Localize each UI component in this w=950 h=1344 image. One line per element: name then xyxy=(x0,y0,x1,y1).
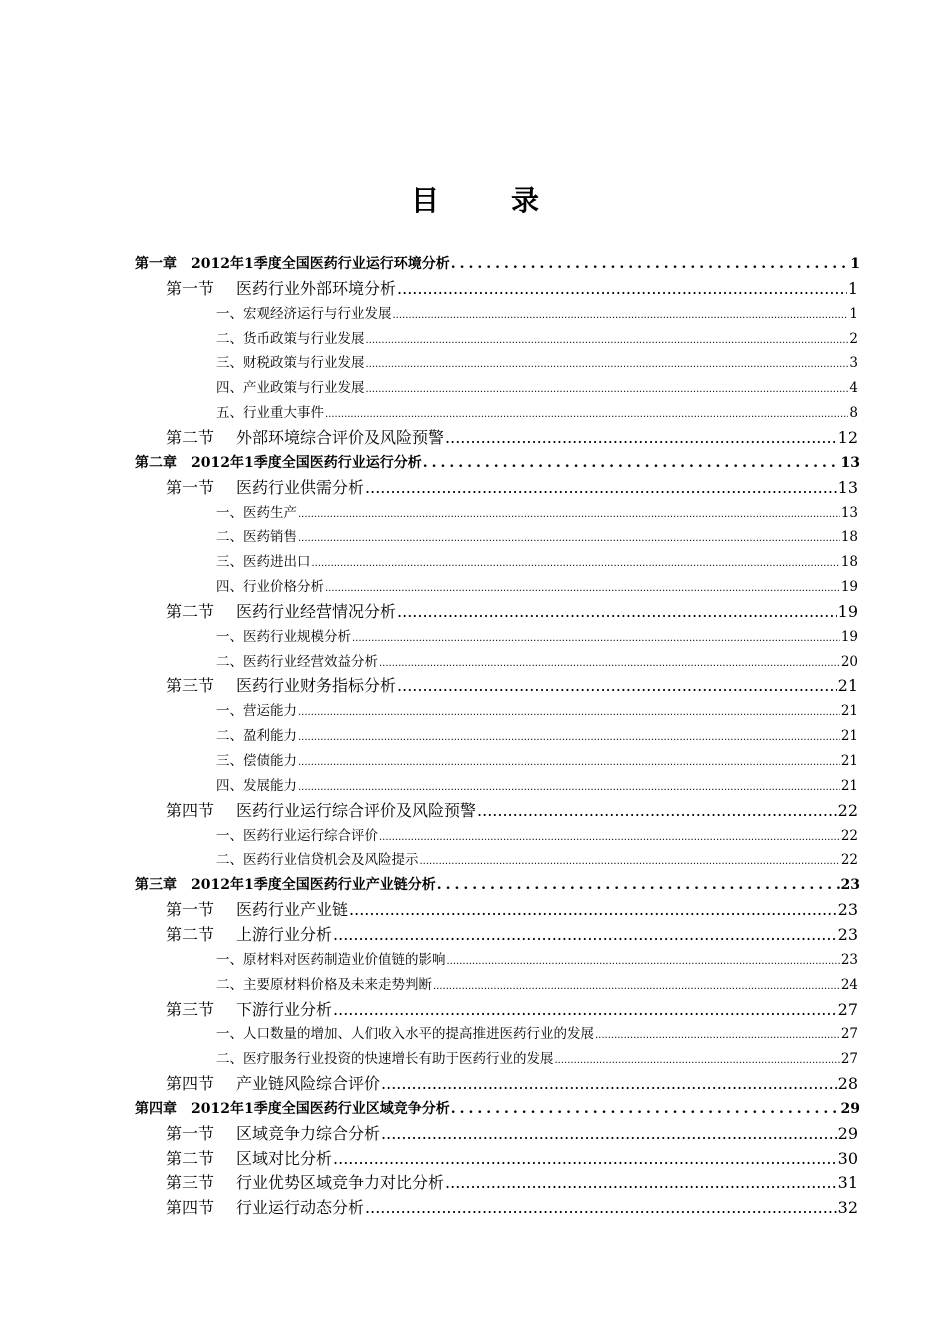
dot-leader xyxy=(298,527,840,551)
dot-leader xyxy=(595,1024,840,1048)
toc-entry[interactable] xyxy=(216,848,858,872)
toc-entry-text: 一、营运能力 xyxy=(216,703,297,720)
dot-leader xyxy=(312,552,840,576)
toc-entry-text: 医药行业产业链 xyxy=(236,900,349,920)
toc-entry[interactable] xyxy=(216,550,858,574)
dot-leader xyxy=(397,600,837,624)
toc-page-number: 27 xyxy=(837,999,858,1019)
toc-page-number: 21 xyxy=(840,777,858,794)
toc-entry-text: 医药行业外部环境分析 xyxy=(236,278,397,298)
toc-entry-label xyxy=(166,1196,364,1220)
toc-page-number: 13 xyxy=(837,477,858,497)
dot-leader xyxy=(397,277,847,301)
toc-entry-label xyxy=(216,650,378,674)
toc-entry[interactable] xyxy=(135,252,860,276)
dot-leader xyxy=(298,776,840,800)
toc-page-number: 27 xyxy=(840,1026,858,1043)
toc-entry[interactable] xyxy=(216,351,858,375)
toc-entry[interactable] xyxy=(166,898,858,922)
toc-entry[interactable] xyxy=(216,501,858,525)
toc-entry[interactable] xyxy=(166,1196,858,1220)
toc-entry[interactable] xyxy=(216,824,858,848)
toc-entry-label xyxy=(135,252,450,276)
dot-leader xyxy=(298,503,840,527)
toc-entry-text: 2012年1季度全国医药行业产业链分析 xyxy=(191,877,436,894)
toc-entry-text: 三、偿债能力 xyxy=(216,753,297,769)
toc-entry-label xyxy=(216,724,297,748)
toc-page-number: 18 xyxy=(840,554,858,571)
toc-entry[interactable] xyxy=(216,376,858,400)
toc-page-number: 3 xyxy=(849,355,858,372)
dot-leader xyxy=(381,1072,837,1096)
dot-leader xyxy=(365,1196,837,1220)
toc-entry-number: 第二节 xyxy=(166,427,215,447)
toc-entry[interactable] xyxy=(216,650,858,674)
page-title: 目 录 xyxy=(410,184,561,217)
toc-entry-label xyxy=(135,451,422,475)
toc-entry[interactable] xyxy=(166,476,858,500)
dot-leader xyxy=(477,799,837,823)
toc-entry-text: 下游行业分析 xyxy=(236,999,333,1019)
toc-entry[interactable] xyxy=(216,1022,858,1046)
toc-entry-text: 二、医药行业信贷机会及风险提示 xyxy=(216,852,419,869)
toc-entry-label xyxy=(216,302,392,326)
dot-leader xyxy=(379,652,840,676)
toc-entry-number: 第四节 xyxy=(166,800,215,820)
toc-entry[interactable] xyxy=(216,327,858,351)
toc-entry[interactable] xyxy=(166,674,858,698)
toc-entry-text: 四、发展能力 xyxy=(216,777,297,794)
toc-entry-text: 一、宏观经济运行与行业发展 xyxy=(216,305,392,322)
toc-page-number: 13 xyxy=(840,504,858,521)
toc-entry-label xyxy=(166,426,444,450)
toc-entry[interactable] xyxy=(166,277,858,301)
toc-entry-text: 外部环境综合评价及风险预警 xyxy=(236,427,445,447)
toc-entry-number: 第四节 xyxy=(166,1074,215,1094)
toc-page-number: 24 xyxy=(840,976,858,993)
toc-page-number: 23 xyxy=(840,951,858,968)
toc-entry-label xyxy=(216,625,351,649)
dot-leader xyxy=(325,403,848,427)
dot-leader xyxy=(381,1122,837,1146)
toc-entry[interactable] xyxy=(166,1147,858,1171)
toc-entry-number: 第三节 xyxy=(166,1173,215,1193)
toc-page-number: 19 xyxy=(840,628,858,645)
toc-entry-label xyxy=(216,401,324,425)
toc-entry[interactable] xyxy=(166,923,858,947)
toc-page-number: 28 xyxy=(837,1074,858,1094)
dot-leader xyxy=(445,426,837,450)
toc-entry-text: 四、产业政策与行业发展 xyxy=(216,380,365,397)
toc-entry[interactable] xyxy=(216,948,858,972)
toc-entry-label xyxy=(216,749,297,773)
toc-entry[interactable] xyxy=(166,1171,858,1195)
toc-entry-text: 三、医药进出口 xyxy=(216,554,311,571)
toc-entry-text: 二、货币政策与行业发展 xyxy=(216,330,365,347)
toc-entry-label xyxy=(216,774,297,798)
toc-entry-text: 医药行业财务指标分析 xyxy=(236,676,397,696)
toc-entry-label xyxy=(216,525,297,549)
toc-entry[interactable] xyxy=(216,625,858,649)
toc-entry-label xyxy=(166,1147,332,1171)
toc-page-number: 22 xyxy=(840,827,858,844)
toc-entry-number: 第三章 xyxy=(135,877,177,894)
toc-entry-label xyxy=(135,873,436,897)
toc-entry-number: 第二节 xyxy=(166,601,215,621)
toc-entry-number: 第三节 xyxy=(166,676,215,696)
toc-entry-text: 二、盈利能力 xyxy=(216,728,297,745)
toc-entry-text: 二、医疗服务行业投资的快速增长有助于医药行业的发展 xyxy=(216,1051,554,1068)
dot-leader xyxy=(349,898,837,922)
toc-entry-text: 三、财税政策与行业发展 xyxy=(216,355,365,372)
dot-leader xyxy=(445,1171,837,1195)
toc-page-number: 30 xyxy=(837,1148,858,1168)
toc-page-number: 13 xyxy=(840,454,860,471)
toc-page-number: 2 xyxy=(849,330,858,347)
dot-leader xyxy=(397,674,837,698)
toc-page-number: 1 xyxy=(849,305,858,322)
toc-entry-label xyxy=(216,824,378,848)
toc-entry-label xyxy=(216,1022,594,1046)
toc-entry-label xyxy=(166,1072,380,1096)
toc-entry[interactable] xyxy=(166,600,858,624)
toc-entry-label xyxy=(166,799,476,823)
toc-entry-label xyxy=(216,376,365,400)
toc-page-number: 21 xyxy=(840,703,858,720)
dot-leader xyxy=(451,252,850,276)
toc-entry[interactable] xyxy=(166,998,858,1022)
toc-page-number: 19 xyxy=(837,601,858,621)
toc-entry[interactable] xyxy=(216,1047,858,1071)
dot-leader xyxy=(555,1049,840,1073)
toc-entry-number: 第二节 xyxy=(166,924,215,944)
dot-leader xyxy=(333,998,837,1022)
toc-page-number: 1 xyxy=(850,256,860,272)
toc-page-number: 20 xyxy=(840,653,858,670)
dot-leader xyxy=(437,873,840,897)
toc-entry-text: 二、主要原材料价格及未来走势判断 xyxy=(216,976,432,993)
toc-entry-text: 一、医药生产 xyxy=(216,504,297,521)
toc-page-number: 23 xyxy=(840,877,860,894)
toc-entry[interactable] xyxy=(135,1097,860,1121)
toc-entry-text: 医药行业运行综合评价及风险预警 xyxy=(236,800,477,820)
toc-page-number: 23 xyxy=(837,900,858,920)
toc-page-number: 8 xyxy=(849,405,858,422)
toc-entry-label xyxy=(135,1097,450,1121)
toc-entry-label xyxy=(166,1171,444,1195)
toc-entry-text: 二、医药销售 xyxy=(216,529,297,546)
dot-leader xyxy=(379,826,840,850)
toc-page-number: 31 xyxy=(837,1173,858,1193)
toc-page-number: 23 xyxy=(837,924,858,944)
toc-page-number: 29 xyxy=(840,1100,860,1117)
dot-leader xyxy=(352,627,840,651)
toc-entry-label xyxy=(216,501,297,525)
toc-entry-text: 一、人口数量的增加、人们收入水平的提高推进医药行业的发展 xyxy=(216,1026,594,1043)
toc-entry[interactable] xyxy=(166,1072,858,1096)
toc-page-number: 21 xyxy=(837,676,858,696)
toc-entry[interactable] xyxy=(216,724,858,748)
toc-entry[interactable] xyxy=(135,873,860,897)
toc-entry-text: 一、医药行业规模分析 xyxy=(216,628,351,645)
dot-leader xyxy=(298,726,840,750)
toc-entry-label xyxy=(216,699,297,723)
toc-entry-label xyxy=(166,998,332,1022)
toc-entry-number: 第二节 xyxy=(166,1148,215,1168)
dot-leader xyxy=(365,476,837,500)
toc-entry-label xyxy=(166,1122,380,1146)
toc-entry[interactable] xyxy=(166,1122,858,1146)
toc-entry-label xyxy=(166,923,332,947)
toc-entry-number: 第一节 xyxy=(166,1123,215,1143)
toc-entry-text: 医药行业供需分析 xyxy=(236,477,365,497)
toc-entry-text: 上游行业分析 xyxy=(236,924,333,944)
toc-entry-text: 2012年1季度全国医药行业运行分析 xyxy=(191,454,422,471)
toc-entry[interactable] xyxy=(216,525,858,549)
toc-entry[interactable] xyxy=(166,799,858,823)
toc-entry-text: 区域竞争力综合分析 xyxy=(236,1123,381,1143)
toc-entry-text: 2012年1季度全国医药行业区域竞争分析 xyxy=(191,1100,450,1117)
toc-entry-number: 第一节 xyxy=(166,278,215,298)
dot-leader xyxy=(325,577,840,601)
toc-entry-label xyxy=(166,898,348,922)
toc-entry-number: 第二章 xyxy=(135,454,177,471)
toc-entry-text: 2012年1季度全国医药行业运行环境分析 xyxy=(191,256,450,272)
dot-leader xyxy=(393,304,849,328)
toc-entry-text: 行业优势区域竞争力对比分析 xyxy=(236,1173,445,1193)
toc-entry[interactable] xyxy=(216,575,858,599)
toc-entry-label xyxy=(216,948,446,972)
dot-leader xyxy=(333,1147,837,1171)
toc-entry-text: 产业链风险综合评价 xyxy=(236,1074,381,1094)
dot-leader xyxy=(447,950,840,974)
toc-entry-text: 一、医药行业运行综合评价 xyxy=(216,827,378,844)
toc-entry-text: 二、医药行业经营效益分析 xyxy=(216,653,378,670)
toc-entry-number: 第三节 xyxy=(166,999,215,1019)
dot-leader xyxy=(298,751,840,775)
toc-entry-label xyxy=(216,848,419,872)
toc-page-number: 19 xyxy=(840,579,858,596)
toc-page-number: 22 xyxy=(837,800,858,820)
toc-entry-text: 区域对比分析 xyxy=(236,1148,333,1168)
toc-entry-label xyxy=(216,575,324,599)
toc-entry-label xyxy=(166,600,396,624)
toc-entry-number: 第一节 xyxy=(166,477,215,497)
toc-entry[interactable] xyxy=(216,699,858,723)
toc-entry-number: 第四节 xyxy=(166,1198,215,1218)
dot-leader xyxy=(298,701,840,725)
toc-page-number: 18 xyxy=(840,529,858,546)
toc-entry[interactable] xyxy=(135,451,860,475)
dot-leader xyxy=(423,451,840,475)
toc-entry-text: 一、原材料对医药制造业价值链的影响 xyxy=(216,951,446,968)
toc-entry[interactable] xyxy=(216,401,858,425)
toc-entry-label xyxy=(166,476,364,500)
dot-leader xyxy=(366,329,849,353)
toc-page-number: 22 xyxy=(840,852,858,869)
toc-entry-text: 四、行业价格分析 xyxy=(216,579,324,596)
toc-entry-label xyxy=(216,327,365,351)
toc-entry-label xyxy=(216,550,311,574)
toc-entry[interactable] xyxy=(216,749,858,773)
dot-leader xyxy=(366,378,849,402)
toc-page-number: 29 xyxy=(837,1123,858,1143)
toc-page-number: 21 xyxy=(840,728,858,745)
toc-entry[interactable] xyxy=(166,426,858,450)
toc-page-number: 32 xyxy=(837,1198,858,1218)
toc-entry[interactable] xyxy=(216,774,858,798)
dot-leader xyxy=(451,1097,840,1121)
toc-entry-text: 五、行业重大事件 xyxy=(216,405,324,422)
toc-page-number: 27 xyxy=(840,1051,858,1068)
toc-page-number: 21 xyxy=(840,753,858,769)
toc-entry-text: 医药行业经营情况分析 xyxy=(236,601,397,621)
dot-leader xyxy=(420,850,840,874)
toc-entry-label xyxy=(216,351,365,375)
toc-entry[interactable] xyxy=(216,302,858,326)
dot-leader xyxy=(433,975,840,999)
toc-entry-number: 第四章 xyxy=(135,1100,177,1117)
toc-entry-number: 第一章 xyxy=(135,256,177,272)
toc-entry-label xyxy=(166,674,396,698)
toc-entry-text: 行业运行动态分析 xyxy=(236,1198,365,1218)
toc-entry-label xyxy=(216,973,432,997)
dot-leader xyxy=(333,923,837,947)
toc-page-number: 4 xyxy=(849,380,858,397)
dot-leader xyxy=(366,353,849,377)
toc-page-number: 12 xyxy=(837,427,858,447)
toc-page-number: 1 xyxy=(847,278,858,298)
toc-entry-label xyxy=(166,277,396,301)
toc-entry[interactable] xyxy=(216,973,858,997)
toc-entry-number: 第一节 xyxy=(166,900,215,920)
toc-entry-label xyxy=(216,1047,554,1071)
